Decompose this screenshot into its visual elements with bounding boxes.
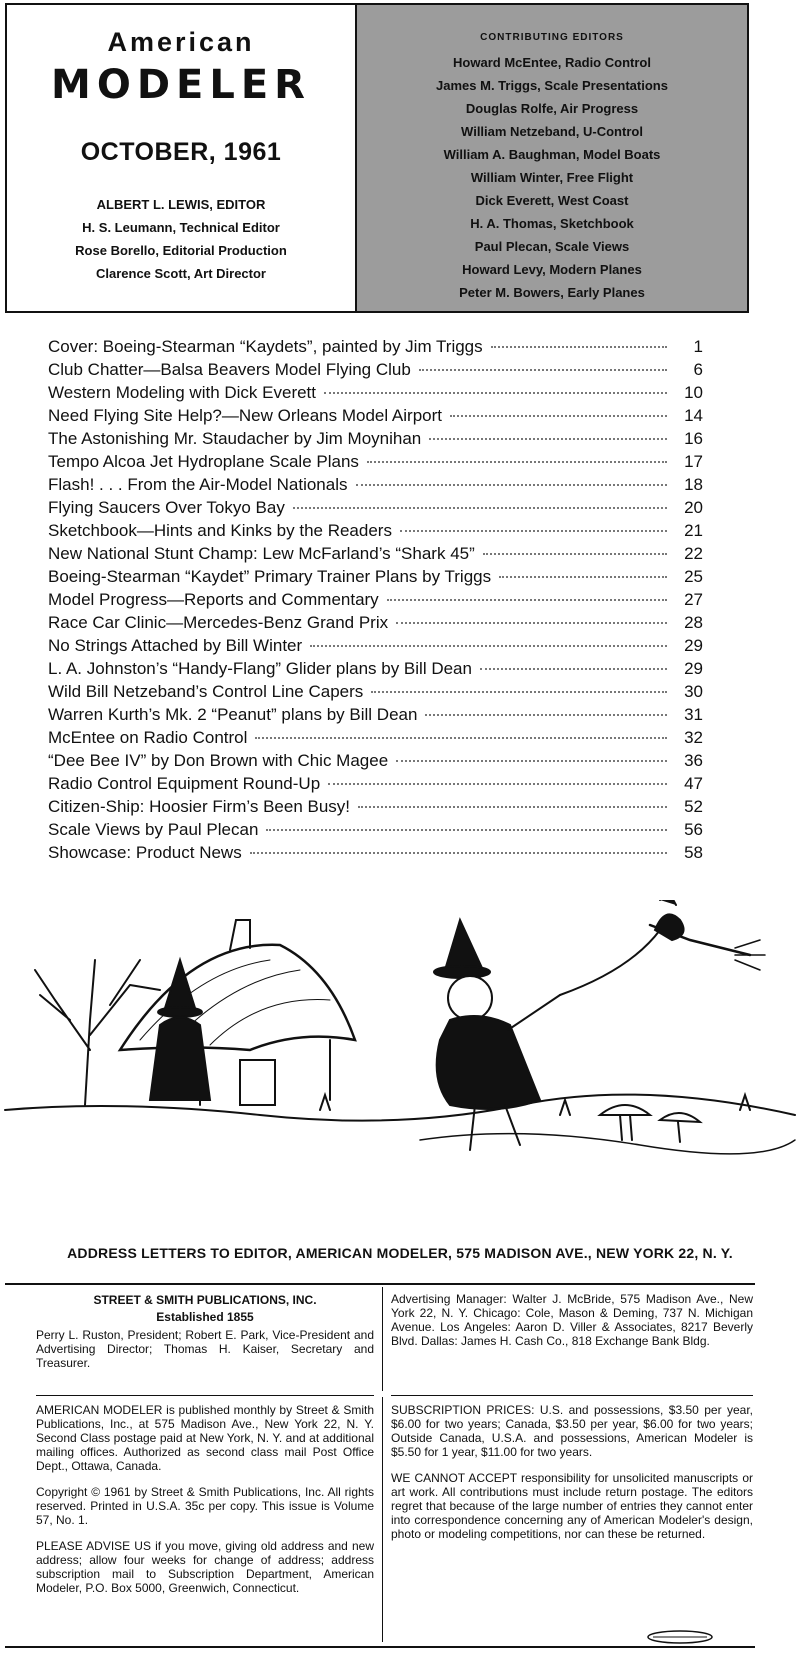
toc-entry-page: 1 (693, 337, 703, 356)
toc-entry-page: 6 (693, 360, 703, 379)
toc-entry[interactable] (48, 498, 703, 521)
publisher-established: Established 1855 (156, 1310, 254, 1324)
toc-entry[interactable] (48, 567, 703, 590)
advertising-block (391, 1292, 753, 1360)
contributor: Howard McEntee, Radio Control (453, 55, 651, 70)
copyright-notice: Copyright © 1961 by Street & Smith Publications, Inc. All rights reserved. Printed in U.S.A. 35c per copy. This issue is Volume 57, No. 1. (36, 1485, 374, 1527)
toc-entry-page: 32 (684, 728, 703, 747)
toc-entry-page: 16 (684, 429, 703, 448)
toc-entry[interactable] (48, 475, 703, 498)
toc-entry[interactable] (48, 521, 703, 544)
toc-entry-page: 10 (684, 383, 703, 402)
contributing-editors-panel (357, 5, 747, 311)
toc-entry-title: “Dee Bee IV” by Don Brown with Chic Magee (48, 751, 389, 770)
table-of-contents (48, 337, 703, 866)
staff-line: Rose Borello, Editorial Production (75, 243, 287, 258)
address-line: ADDRESS LETTERS TO EDITOR, AMERICAN MODELER, 575 MADISON AVE., NEW YORK 22, N. Y. (67, 1245, 733, 1261)
horizontal-rule (5, 1646, 755, 1648)
contributing-editors-title: CONTRIBUTING EDITORS (480, 32, 624, 43)
horizontal-rule (36, 1395, 374, 1396)
toc-entry-title: Western Modeling with Dick Everett (48, 383, 317, 402)
toc-entry-page: 56 (684, 820, 703, 839)
subscription-prices: SUBSCRIPTION PRICES: U.S. and possessions, $3.50 per year, $6.00 for two years; Canada, $3.50 per year, $6.00 for two years; Outside Canada, U.S.A. and possessions, American Modeler is $5.50 for 1 year, $11.00 for two years. (391, 1403, 753, 1459)
toc-entry-title: Need Flying Site Help?—New Orleans Model Airport (48, 406, 443, 425)
toc-entry-title: New National Stunt Champ: Lew McFarland’s “Shark 45” (48, 544, 475, 563)
toc-entry-title: Cover: Boeing-Stearman “Kaydets”, painted by Jim Triggs (48, 337, 483, 356)
masthead-box (5, 3, 749, 313)
toc-leader-dots (396, 622, 667, 624)
toc-entry-page: 21 (684, 521, 703, 540)
toc-entry-title: Club Chatter—Balsa Beavers Model Flying Club (48, 360, 411, 379)
toc-entry[interactable] (48, 406, 703, 429)
column-divider (382, 1287, 383, 1391)
toc-entry-title: Model Progress—Reports and Commentary (48, 590, 379, 609)
witch-cartoon-illustration (0, 900, 800, 1210)
contributor: William Winter, Free Flight (470, 170, 634, 185)
publisher-name: STREET & SMITH PUBLICATIONS, INC. (93, 1293, 317, 1307)
advertising-info: Advertising Manager: Walter J. McBride, 575 Madison Ave., New York 22, N. Y. Chicago: Cole, Mason & Deming, 737 N. Michigan Avenue. Los Angeles: Aaron D. Viller & Associates, 8217 Beverly Blvd. Dallas: James H. Cash Co., 818 Exchange Bank Bldg. (391, 1292, 753, 1348)
toc-entry-title: Wild Bill Netzeband’s Control Line Capers (48, 682, 364, 701)
toc-entry-title: L. A. Johnston’s “Handy-Flang” Glider plans by Bill Dean (48, 659, 472, 678)
toc-entry-page: 25 (684, 567, 703, 586)
toc-entry[interactable] (48, 613, 703, 636)
staff-line: ALBERT L. LEWIS, EDITOR (96, 197, 266, 212)
toc-leader-dots (367, 461, 667, 463)
contributor: Dick Everett, West Coast (475, 193, 629, 208)
toc-entry-page: 22 (684, 544, 703, 563)
toc-entry-page: 18 (684, 475, 703, 494)
toc-entry-page: 30 (684, 682, 703, 701)
toc-entry-page: 28 (684, 613, 703, 632)
toc-leader-dots (356, 484, 668, 486)
toc-leader-dots (429, 438, 667, 440)
toc-entry-title: McEntee on Radio Control (48, 728, 248, 747)
toc-entry[interactable] (48, 337, 703, 360)
toc-entry-title: Flash! . . . From the Air-Model Nationals (48, 475, 348, 494)
issue-date: OCTOBER, 1961 (80, 138, 282, 166)
toc-leader-dots (255, 737, 667, 739)
toc-entry[interactable] (48, 705, 703, 728)
toc-entry-page: 29 (684, 659, 703, 678)
contributor: William A. Baughman, Model Boats (443, 147, 661, 162)
toc-entry-title: No Strings Attached by Bill Winter (48, 636, 303, 655)
publisher-officers: Perry L. Ruston, President; Robert E. Park, Vice-President and Advertising Director; Thomas H. Kaiser, Secretary and Treasurer. (36, 1328, 374, 1370)
manuscripts-notice: WE CANNOT ACCEPT responsibility for unsolicited manuscripts or art work. All contributions must include return postage. The editors regret that because of the large number of entries they cannot enter into correspondence concerning any of American Modeler's design, photo or modeling competitions, nor can these be returned. (391, 1471, 753, 1541)
toc-leader-dots (371, 691, 667, 693)
toc-leader-dots (250, 852, 667, 854)
magazine-name-line2: MODELER (51, 62, 311, 108)
toc-leader-dots (425, 714, 667, 716)
toc-leader-dots (387, 599, 667, 601)
contributor: Paul Plecan, Scale Views (474, 239, 630, 254)
column-divider (382, 1397, 383, 1642)
toc-entry-page: 58 (684, 843, 703, 862)
toc-entry-page: 20 (684, 498, 703, 517)
contributor: James M. Triggs, Scale Presentations (436, 78, 668, 93)
toc-entry-page: 52 (684, 797, 703, 816)
toc-entry[interactable] (48, 659, 703, 682)
toc-entry-title: Race Car Clinic—Mercedes-Benz Grand Prix (48, 613, 389, 632)
toc-entry-title: The Astonishing Mr. Staudacher by Jim Moynihan (48, 429, 422, 448)
toc-entry-title: Flying Saucers Over Tokyo Bay (48, 498, 285, 517)
toc-entry[interactable] (48, 429, 703, 452)
contributor: Howard Levy, Modern Planes (462, 262, 642, 277)
toc-entry-title: Tempo Alcoa Jet Hydroplane Scale Plans (48, 452, 359, 471)
union-label-icon (645, 1630, 715, 1644)
toc-entry[interactable] (48, 843, 703, 866)
toc-leader-dots (310, 645, 667, 647)
toc-entry-page: 31 (684, 705, 703, 724)
toc-entry[interactable] (48, 544, 703, 567)
toc-entry[interactable] (48, 728, 703, 751)
publisher-block (36, 1292, 374, 1382)
staff-list (7, 193, 355, 285)
masthead-left (7, 5, 357, 311)
publication-info-column (36, 1403, 374, 1607)
toc-leader-dots (328, 783, 667, 785)
toc-entry-title: Scale Views by Paul Plecan (48, 820, 259, 839)
toc-leader-dots (450, 415, 667, 417)
toc-entry[interactable] (48, 590, 703, 613)
toc-leader-dots (491, 346, 667, 348)
toc-entry-title: Citizen-Ship: Hoosier Firm’s Been Busy! (48, 797, 351, 816)
toc-leader-dots (483, 553, 667, 555)
toc-entry[interactable] (48, 360, 703, 383)
toc-entry-title: Radio Control Equipment Round-Up (48, 774, 321, 793)
toc-entry-page: 29 (684, 636, 703, 655)
toc-entry[interactable] (48, 452, 703, 475)
toc-entry[interactable] (48, 774, 703, 797)
toc-entry-page: 14 (684, 406, 703, 425)
toc-entry[interactable] (48, 820, 703, 843)
toc-entry[interactable] (48, 682, 703, 705)
change-of-address-notice: PLEASE ADVISE US if you move, giving old address and new address; allow four weeks for change of address; address subscription mail to Subscription Department, American Modeler, P.O. Box 5000, Greenwich, Connecticut. (36, 1539, 374, 1595)
staff-line: H. S. Leumann, Technical Editor (82, 220, 280, 235)
toc-leader-dots (266, 829, 667, 831)
staff-line: Clarence Scott, Art Director (95, 266, 266, 281)
toc-leader-dots (396, 760, 667, 762)
contributor: Douglas Rolfe, Air Progress (465, 101, 639, 116)
contributor: William Netzeband, U-Control (461, 124, 643, 139)
toc-leader-dots (419, 369, 667, 371)
toc-entry-page: 17 (684, 452, 703, 471)
toc-entry-page: 47 (684, 774, 703, 793)
toc-entry-title: Sketchbook—Hints and Kinks by the Readers (48, 521, 392, 540)
toc-entry-title: Boeing-Stearman “Kaydet” Primary Trainer Plans by Triggs (48, 567, 492, 586)
toc-entry[interactable] (48, 797, 703, 820)
toc-leader-dots (293, 507, 667, 509)
magazine-name-line1: American (107, 27, 255, 57)
toc-entry-title: Showcase: Product News (48, 843, 242, 862)
horizontal-rule (5, 1283, 755, 1285)
toc-entry[interactable] (48, 751, 703, 774)
subscription-column (391, 1403, 753, 1553)
toc-leader-dots (324, 392, 667, 394)
contributor: H. A. Thomas, Sketchbook (470, 216, 634, 231)
toc-entry-page: 36 (684, 751, 703, 770)
toc-entry-page: 27 (684, 590, 703, 609)
toc-entry[interactable] (48, 383, 703, 406)
toc-leader-dots (499, 576, 667, 578)
toc-entry-title: Warren Kurth’s Mk. 2 “Peanut” plans by Bill Dean (48, 705, 418, 724)
publication-info: AMERICAN MODELER is published monthly by Street & Smith Publications, Inc., at 575 Madison Ave., New York 22, N. Y. Second Class postage paid at New York, N. Y. and at additional mailing offices. Authorized as second class mail Post Office Dept., Ottawa, Canada. (36, 1403, 374, 1473)
toc-leader-dots (480, 668, 667, 670)
toc-leader-dots (400, 530, 667, 532)
contributor: Peter M. Bowers, Early Planes (459, 285, 645, 300)
toc-leader-dots (358, 806, 667, 808)
toc-entry[interactable] (48, 636, 703, 659)
horizontal-rule (391, 1395, 753, 1396)
